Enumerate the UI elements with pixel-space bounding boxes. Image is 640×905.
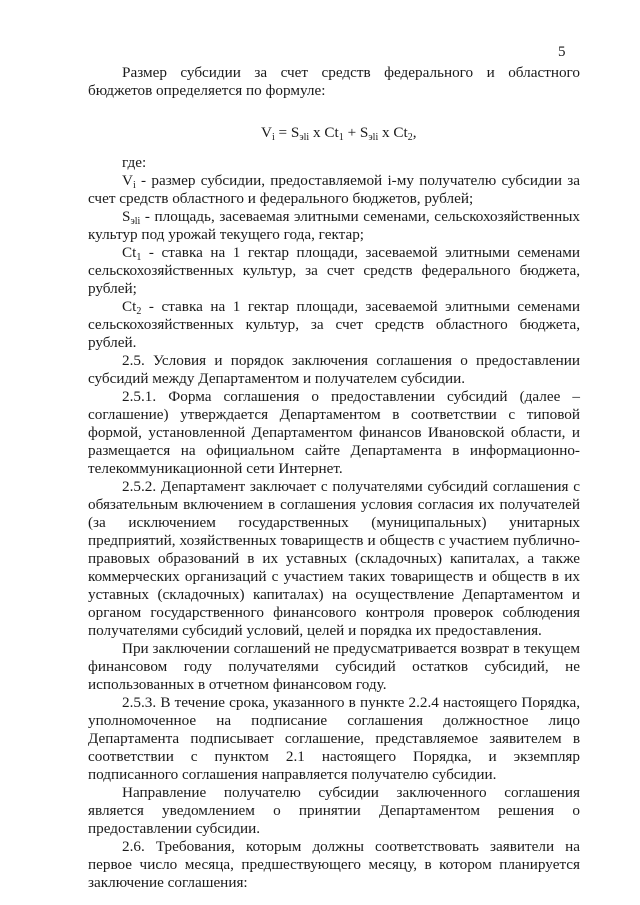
definition-v: $V_i$ - размер субсидии, предоставляемой i-му получателю субсидии за счет средств областного и федерального бюджетов, рублей; xyxy=(88,172,580,207)
paragraph-2-6: 2.6. Требования, которым должны соответствовать заявители на первое число месяца, предшествующего месяцу, в котором планируется заключение соглашения: xyxy=(88,838,580,891)
definition-ct2: $Ct_2$ - ставка на 1 гектар площади, засеваемой элитными семенами сельскохозяйственных культур, за счет средств областного бюджета, рублей. xyxy=(88,298,580,351)
intro-paragraph: Размер субсидии за счет средств федерального и областного бюджетов определяется по формуле: xyxy=(88,64,580,99)
where-label: где: xyxy=(122,154,147,171)
page-number: 5 xyxy=(558,44,566,60)
paragraph-2-5-1: 2.5.1. Форма соглашения о предоставлении субсидий (далее – соглашение) утверждается Департаментом в соответствии с типовой формой, установленной Департаментом финансов Ивановской области, и размещается на официальном сайте Департамента в информационно-телекоммуникационной сети Интернет. xyxy=(88,388,580,477)
paragraph-2-5-2: 2.5.2. Департамент заключает с получателями субсидий соглашения с обязательным включением в соглашения условия согласия их получателей (за исключением государственных (муниципальных) унитарных предприятий, хозяйственных товариществ и обществ с участием публично-правовых образований в их уставных (складочных) капиталах, а также коммерческих организаций с участием таких товариществ и обществ в их уставных (складочных) капиталах) на осуществление Департаментом и органом государственного финансового контроля проверок соблюдения получателями субсидий условий, целей и порядка их предоставления. xyxy=(88,478,580,639)
paragraph-return: При заключении соглашений не предусматривается возврат в текущем финансовом году получателями субсидий остатков субсидий, не использованных в отчетном финансовом году. xyxy=(88,640,580,693)
definition-s: $S_{эli}$ - площадь, засеваемая элитными семенами, сельскохозяйственных культур под урожай текущего года, гектар; xyxy=(88,208,580,243)
formula: $V_i = S_{эli}$ x $Ct_1 + S_{эli}$ x $Ct_2$, xyxy=(261,124,417,143)
document-body xyxy=(88,64,582,892)
paragraph-2-5: 2.5. Условия и порядок заключения соглашения о предоставлении субсидий между Департаментом и получателем субсидии. xyxy=(88,352,580,387)
paragraph-2-5-3: 2.5.3. В течение срока, указанного в пункте 2.2.4 настоящего Порядка, уполномоченное на подписание соглашения должностное лицо Департамента подписывает соглашение, представляемое заявителем в соответствии с пунктом 2.1 настоящего Порядка, и экземпляр подписанного соглашения направляется получателю субсидии. xyxy=(88,694,580,783)
definition-ct1: $Ct_1$ - ставка на 1 гектар площади, засеваемой элитными семенами сельскохозяйственных культур, за счет средств федерального бюджета, рублей; xyxy=(88,244,580,297)
paragraph-notice: Направление получателю субсидии заключенного соглашения является уведомлением о принятии Департаментом решения о предоставлении субсидии. xyxy=(88,784,580,837)
